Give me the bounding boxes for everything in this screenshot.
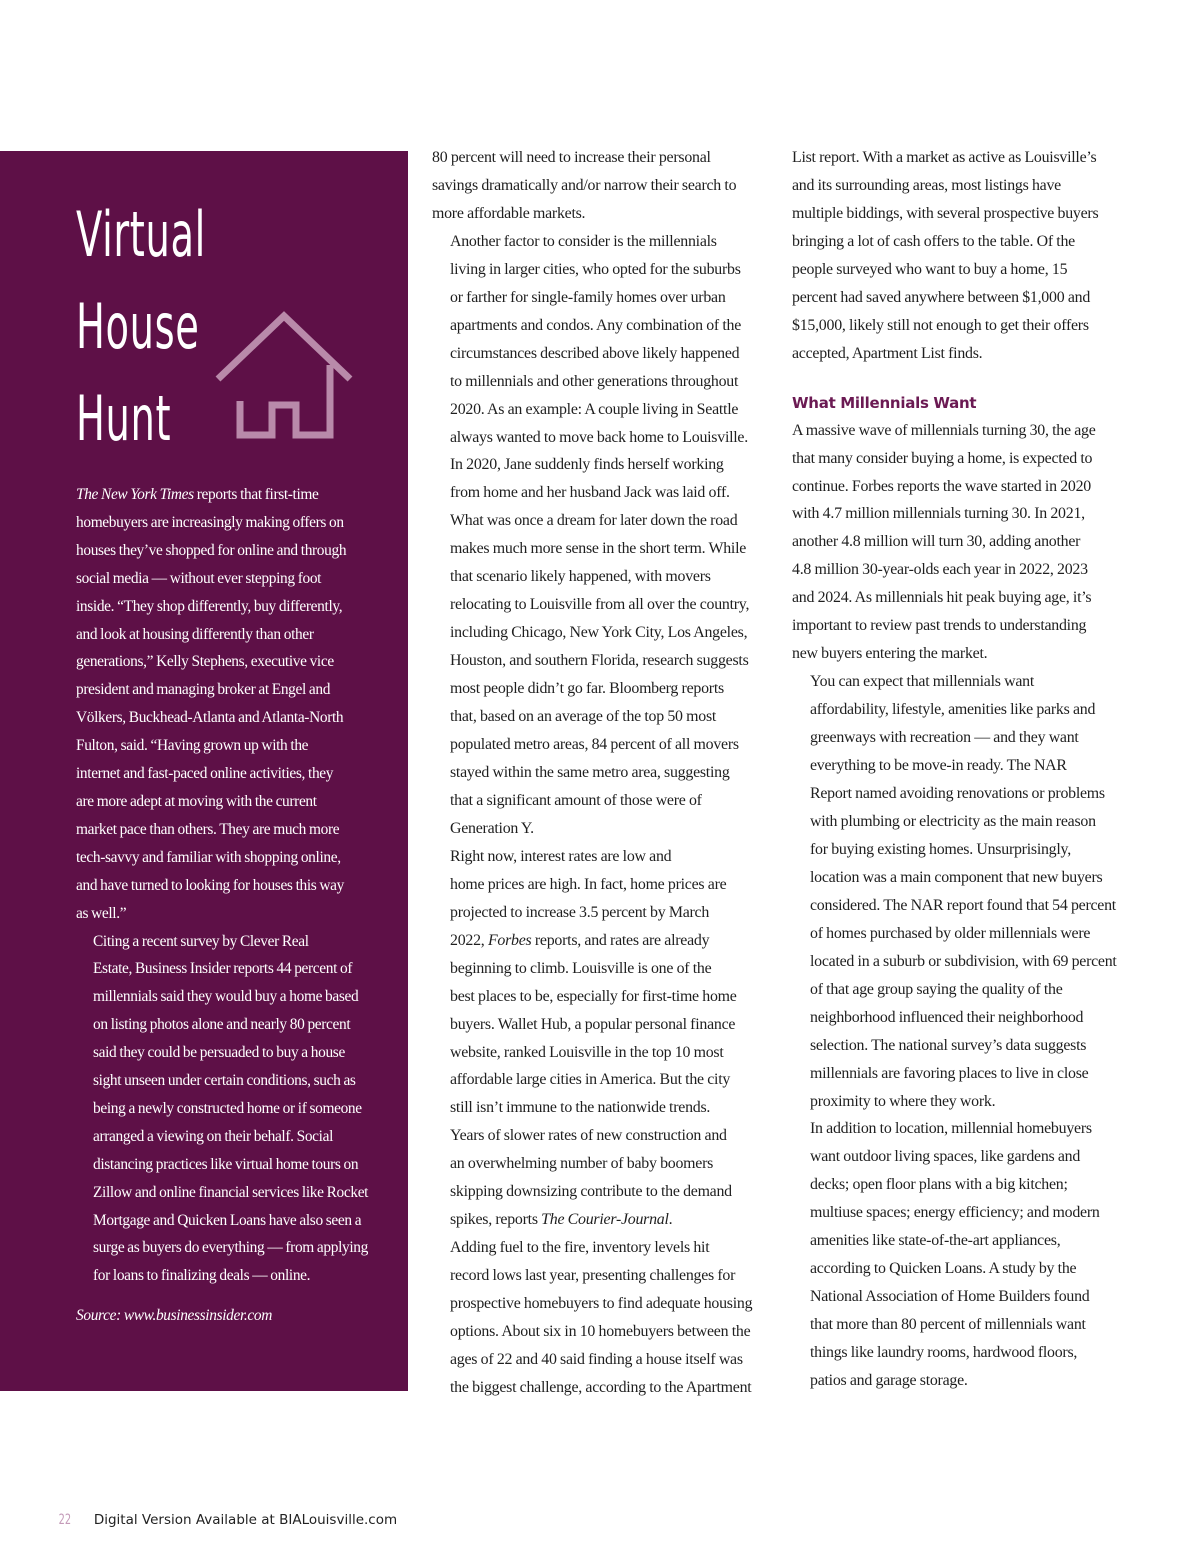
text-line: decks; open floor plans with a big kitchen; [810, 1176, 1068, 1194]
text-line: skipping downsizing contribute to the demand [450, 1183, 732, 1201]
text-run: reports, and rates are already [531, 931, 710, 949]
text-line: relocating to Louisville from all over the country, [450, 596, 750, 614]
article-paragraph [432, 843, 774, 1234]
text-line: Völkers, Buckhead-Atlanta and Atlanta-North [76, 709, 344, 727]
text-line: makes much more sense in the short term. While [450, 540, 747, 558]
article-column-2 [432, 144, 774, 1402]
text-line: In 2020, Jane suddenly finds herself working [450, 456, 724, 474]
text-line: to millennials and other generations throughout [450, 372, 739, 390]
title-line: Hunt [76, 382, 172, 455]
text-line: Zillow and online financial services like Rocket [93, 1183, 369, 1201]
text-line: National Association of Home Builders found [810, 1288, 1090, 1306]
text-line: sight unseen under certain conditions, such as [93, 1072, 356, 1090]
text-line [432, 1206, 774, 1234]
text-line: generations,” Kelly Stephens, executive vice [76, 653, 334, 671]
title-line: House [76, 290, 200, 363]
house-outline-icon [212, 309, 356, 443]
article-paragraph [792, 417, 1137, 669]
text-line: inside. “They shop differently, buy differently, [76, 597, 343, 615]
text-line: continue. Forbes reports the wave started in 2020 [792, 477, 1091, 495]
article-paragraph [432, 1234, 774, 1402]
text-line: home prices are high. In fact, home prices are [450, 875, 727, 893]
page-title [76, 189, 206, 465]
text-line: projected to increase 3.5 percent by March [450, 903, 710, 921]
text-line: patios and garage storage. [810, 1372, 968, 1390]
text-line: internet and fast-paced online activities, they [76, 765, 334, 783]
text-line: of homes purchased by older millennials were [810, 924, 1091, 942]
text-line: multiple biddings, with several prospective buyers [792, 204, 1099, 222]
page-footer [56, 1512, 397, 1528]
text-line: stayed within the same metro area, suggesting [450, 763, 730, 781]
text-line: new buyers entering the market. [792, 645, 988, 663]
text-line: 4.8 million 30-year-olds each year in 2022, 2023 [792, 561, 1088, 579]
text-line: In addition to location, millennial homebuyers [810, 1120, 1092, 1138]
text-line: bringing a lot of cash offers to the table. Of the [792, 232, 1075, 250]
text-run: reports that first-time [193, 486, 319, 503]
text-line: located in a suburb or subdivision, with 69 percent [810, 952, 1117, 970]
text-line: multiuse spaces; energy efficiency; and modern [810, 1204, 1100, 1222]
text-line: apartments and condos. Any combination of the [450, 316, 742, 334]
section-subheading: What Millennials Want [792, 393, 977, 412]
text-line: being a newly constructed home or if someone [93, 1099, 362, 1117]
text-line: amenities like state-of-the-art appliances, [810, 1232, 1061, 1250]
source-citation: Source: www.businessinsider.com [76, 1307, 272, 1325]
text-line: What was once a dream for later down the road [450, 512, 738, 530]
text-line: as well.” [76, 904, 127, 922]
text-line: more affordable markets. [432, 204, 586, 222]
text-run: . [668, 1211, 673, 1229]
text-line [76, 481, 382, 509]
text-line: savings dramatically and/or narrow their search to [432, 176, 737, 194]
text-line: important to review past trends to understanding [792, 617, 1087, 635]
text-line: for buying existing homes. Unsurprisingly, [810, 840, 1071, 858]
text-line: an overwhelming number of baby boomers [450, 1155, 714, 1173]
text-line: said they could be persuaded to buy a house [93, 1044, 345, 1062]
text-line: Estate, Business Insider reports 44 percent of [93, 960, 353, 978]
publication-name: Forbes [487, 931, 532, 949]
text-line: from home and her husband Jack was laid off. [450, 484, 730, 502]
text-line: website, ranked Louisville in the top 10 most [450, 1043, 724, 1061]
text-line: accepted, Apartment List finds. [792, 344, 983, 362]
text-run: 2022, [450, 931, 488, 949]
text-line: Fulton, said. “Having grown up with the [76, 737, 309, 755]
text-line: Houston, and southern Florida, research suggests [450, 652, 749, 670]
text-line: greenways with recreation — and they want [810, 729, 1079, 747]
text-line: most people didn’t go far. Bloomberg reports [450, 680, 724, 698]
text-line: and have turned to looking for houses this way [76, 876, 344, 894]
page-number: 22 [58, 1512, 72, 1528]
text-line: that scenario likely happened, with movers [450, 568, 711, 586]
text-line: proximity to where they work. [810, 1092, 996, 1110]
text-line: that, based on an average of the top 50 most [450, 708, 717, 726]
text-line: president and managing broker at Engel and [76, 681, 331, 699]
text-line: houses they’ve shopped for online and through [76, 541, 347, 559]
text-line: according to Quicken Loans. A study by the [810, 1260, 1077, 1278]
text-line: want outdoor living spaces, like gardens and [810, 1148, 1081, 1166]
text-line: neighborhood influenced their neighborhood [810, 1008, 1084, 1026]
text-line: people surveyed who want to buy a home, 15 [792, 260, 1068, 278]
title-line: Virtual [76, 198, 206, 271]
text-line: affordable large cities in America. But the city [450, 1071, 731, 1089]
sidebar-panel [0, 151, 408, 1391]
text-line: List report. With a market as active as Louisville’s [792, 149, 1097, 166]
text-line: another 4.8 million will turn 30, adding another [792, 533, 1081, 551]
text-line: or farther for single-family homes over urban [450, 288, 726, 306]
text-line: options. About six in 10 homebuyers between the [450, 1323, 751, 1341]
text-line: millennials said they would buy a home based [93, 988, 359, 1006]
text-line: distancing practices like virtual home tours on [93, 1155, 359, 1173]
text-line: selection. The national survey’s data suggests [810, 1036, 1087, 1054]
text-line: and 2024. As millennials hit peak buying age, it’s [792, 589, 1092, 607]
text-line: social media — without ever stepping foot [76, 569, 322, 587]
text-line: A massive wave of millennials turning 30, the age [792, 421, 1096, 439]
text-line: record lows last year, presenting challenges for [450, 1267, 736, 1285]
text-line [432, 927, 774, 955]
text-line: always wanted to move back home to Louisville. [450, 428, 748, 446]
text-line: populated metro areas, 84 percent of all movers [450, 736, 739, 754]
text-line: everything to be move-in ready. The NAR [810, 757, 1067, 775]
text-line: ages of 22 and 40 said finding a house itself was [450, 1350, 743, 1368]
text-line: the biggest challenge, according to the Apartment [450, 1378, 752, 1396]
text-line: considered. The NAR report found that 54 percent [810, 896, 1116, 914]
text-line: tech-savvy and familiar with shopping online, [76, 848, 341, 866]
article-column-3 [792, 144, 1137, 1395]
sidebar-article [76, 481, 382, 1330]
text-line: Mortgage and Quicken Loans have also seen a [93, 1211, 362, 1229]
text-line: affordability, lifestyle, amenities like parks and [810, 701, 1096, 719]
text-line: with 4.7 million millennials turning 30. In 2021, [792, 505, 1085, 523]
text-line: percent had saved anywhere between $1,000 and [792, 288, 1091, 306]
footer-text: Digital Version Available at BIALouisville.com [93, 1512, 398, 1528]
sidebar-paragraph [76, 928, 382, 1291]
text-line: Citing a recent survey by Clever Real [93, 932, 309, 950]
sidebar-paragraph [76, 481, 382, 928]
text-line: and look at housing differently than other [76, 625, 314, 643]
text-line: Years of slower rates of new construction and [450, 1127, 727, 1145]
text-line: that more than 80 percent of millennials want [810, 1316, 1086, 1334]
text-line: with plumbing or electricity as the main reason [810, 812, 1096, 830]
text-line: living in larger cities, who opted for the suburbs [450, 260, 741, 278]
text-line: Adding fuel to the fire, inventory levels hit [450, 1239, 710, 1257]
text-line: arranged a viewing on their behalf. Social [93, 1127, 333, 1145]
text-line: and its surrounding areas, most listings have [792, 176, 1061, 194]
text-line: Right now, interest rates are low and [450, 847, 672, 865]
text-line: best places to be, especially for first-time home [450, 987, 737, 1005]
text-line: still isn’t immune to the nationwide trends. [450, 1099, 711, 1117]
text-line: 80 percent will need to increase their personal [432, 149, 711, 166]
text-line: Report named avoiding renovations or problems [810, 785, 1105, 803]
text-line: location was a main component that new buyers [810, 868, 1103, 886]
text-run: spikes, reports [450, 1211, 542, 1229]
text-line: buyers. Wallet Hub, a popular personal finance [450, 1015, 736, 1033]
text-line: surge as buyers do everything — from applying [93, 1239, 368, 1257]
text-line: $15,000, likely still not enough to get their offers [792, 316, 1089, 334]
text-line: 2020. As an example: A couple living in Seattle [450, 400, 739, 418]
text-line: Generation Y. [450, 819, 534, 837]
text-line: that a significant amount of those were of [450, 791, 702, 809]
text-line: things like laundry rooms, hardwood floors, [810, 1344, 1078, 1362]
text-line: You can expect that millennials want [810, 673, 1034, 691]
text-line: including Chicago, New York City, Los Angeles, [450, 624, 748, 642]
text-line: circumstances described above likely happened [450, 344, 740, 362]
text-line: of that age group saying the quality of the [810, 980, 1063, 998]
text-line: millennials are favoring places to live in close [810, 1064, 1089, 1082]
text-line: Another factor to consider is the millennials [450, 232, 717, 250]
text-line: homebuyers are increasingly making offers on [76, 513, 344, 531]
text-line: beginning to climb. Louisville is one of the [450, 959, 712, 977]
text-line: are more adept at moving with the current [76, 792, 317, 810]
article-paragraph [792, 144, 1137, 368]
publication-name: The New York Times [76, 486, 194, 503]
text-line: prospective homebuyers to find adequate housing [450, 1295, 753, 1313]
text-line: for loans to finalizing deals — online. [93, 1267, 311, 1285]
article-paragraph [432, 228, 774, 843]
article-paragraph [792, 1115, 1137, 1395]
text-line: market pace than others. They are much more [76, 820, 340, 838]
article-paragraph [792, 668, 1137, 1115]
text-line: that many consider buying a home, is expected to [792, 449, 1093, 467]
publication-name: The Courier-Journal [541, 1211, 669, 1229]
article-paragraph [432, 144, 774, 228]
text-line: on listing photos alone and nearly 80 percent [93, 1016, 351, 1034]
